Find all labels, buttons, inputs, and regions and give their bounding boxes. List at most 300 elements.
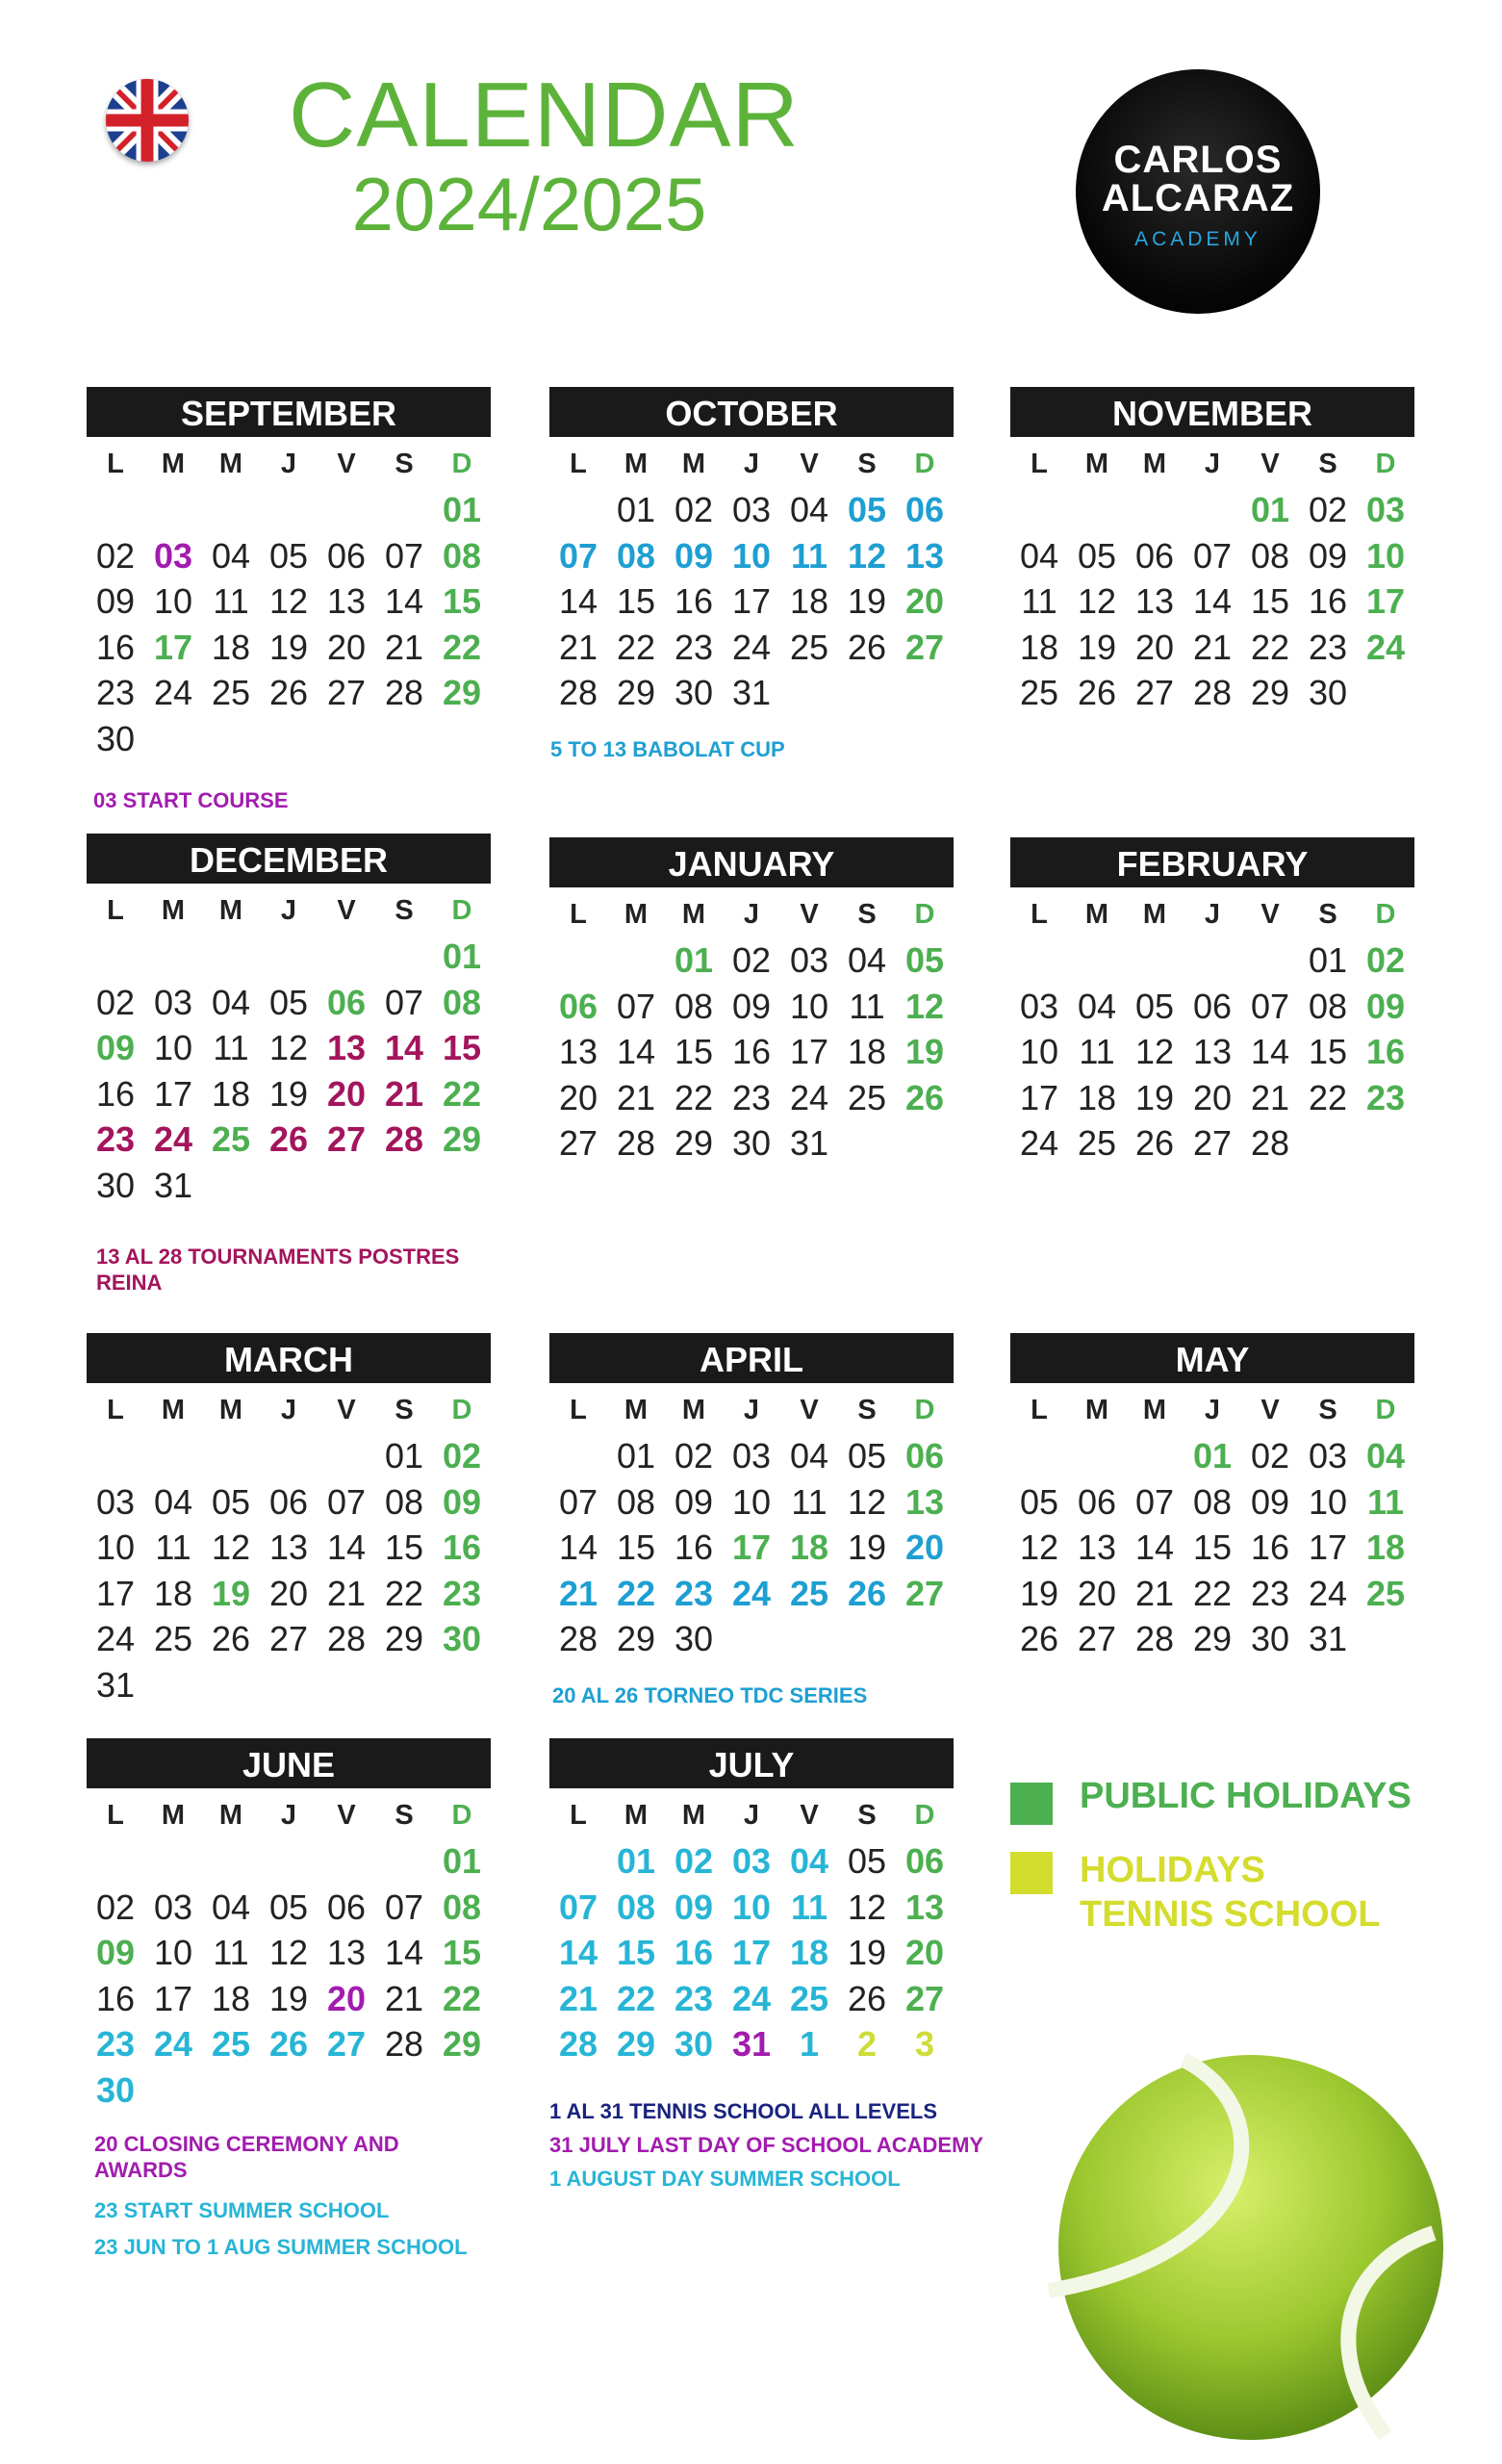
day-cell: 10 (731, 1481, 772, 1522)
day-cell: 28 (558, 673, 598, 712)
week-row (549, 1525, 954, 1571)
day-cell: 13 (904, 535, 945, 576)
weekday-label: L (1031, 899, 1048, 930)
note-june-2: 23 START SUMMER SCHOOL (94, 2198, 390, 2222)
day-cell: 23 (95, 673, 136, 712)
weekday-label: D (914, 899, 935, 930)
day-cell (1010, 937, 1068, 984)
day-cell: 02 (1250, 1436, 1290, 1476)
day-cell: 11 (790, 1886, 828, 1927)
day-cell: 11 (849, 986, 885, 1026)
week-row (87, 578, 491, 625)
day-cell: 04 (211, 982, 251, 1022)
day-cell: 11 (155, 1527, 191, 1567)
week-row (549, 533, 954, 579)
day-cell (549, 1433, 607, 1479)
day-cell: 24 (789, 1077, 829, 1117)
day-cell: 12 (268, 581, 309, 621)
day-cell: 04 (211, 1886, 251, 1927)
day-cell: 14 (384, 1933, 424, 1972)
day-cell: 26 (268, 673, 309, 712)
week-row (87, 625, 491, 671)
day-cell: 07 (558, 535, 598, 576)
day-cell: 29 (616, 1619, 656, 1658)
day-cell: 20 (558, 1077, 598, 1117)
day-cell: 04 (847, 940, 887, 980)
day-cell: 12 (904, 986, 945, 1026)
weekday-row (549, 1788, 954, 1838)
weekday-label: V (1260, 449, 1280, 479)
day-cell: 03 (731, 490, 772, 529)
weekday-row (549, 1383, 954, 1433)
month-april (549, 1333, 954, 1662)
month-december (87, 834, 491, 1208)
weekday-label: D (914, 449, 935, 479)
weekday-label: L (1031, 1395, 1048, 1425)
day-cell: 11 (1366, 1481, 1405, 1522)
day-cell: 14 (558, 581, 598, 621)
day-cell (1357, 1616, 1414, 1662)
month-header: MARCH (87, 1333, 491, 1383)
day-cell: 13 (326, 581, 367, 621)
day-cell: 19 (268, 1073, 309, 1114)
weekday-label: L (107, 1800, 124, 1831)
week-row (549, 670, 954, 716)
day-cell (87, 1433, 144, 1479)
week-row (87, 533, 491, 579)
day-cell (607, 937, 665, 984)
week-row (1010, 1571, 1414, 1617)
day-cell: 21 (1192, 627, 1233, 667)
week-row (549, 937, 954, 984)
weekday-label: M (681, 899, 706, 930)
weekday-label: S (857, 899, 877, 930)
day-cell: 24 (731, 1573, 772, 1613)
day-cell: 21 (558, 1978, 598, 2018)
weekday-label: D (1375, 449, 1396, 479)
day-cell: 28 (1192, 673, 1233, 712)
week-row (549, 1479, 954, 1526)
day-cell (202, 487, 260, 533)
day-cell: 30 (1308, 673, 1348, 712)
week-row (1010, 625, 1414, 671)
day-cell: 29 (616, 2024, 656, 2064)
day-cell: 22 (442, 1073, 482, 1114)
day-cell: 14 (1250, 1032, 1290, 1071)
day-cell: 08 (1192, 1481, 1233, 1522)
day-cell (433, 716, 491, 762)
weekday-label: D (451, 449, 472, 479)
week-row (549, 1838, 954, 1885)
day-cell: 02 (95, 535, 136, 576)
weekday-label: D (1375, 1395, 1396, 1425)
day-cell: 02 (731, 940, 772, 980)
day-cell: 17 (1365, 581, 1406, 621)
day-cell: 19 (847, 1933, 887, 1972)
day-cell (1184, 487, 1241, 533)
day-cell: 01 (442, 1841, 482, 1881)
day-cell: 07 (558, 1886, 598, 1927)
day-cell: 13 (1077, 1527, 1117, 1567)
day-cell: 26 (847, 627, 887, 667)
day-cell: 22 (674, 1077, 714, 1117)
weekday-row (1010, 887, 1414, 937)
day-cell: 26 (268, 1119, 309, 1159)
day-cell (838, 1120, 896, 1167)
week-row (1010, 937, 1414, 984)
weekday-label: S (1318, 1395, 1337, 1425)
day-cell (260, 1838, 318, 1885)
day-cell: 14 (616, 1032, 656, 1071)
day-cell: 29 (1250, 673, 1290, 712)
day-cell: 17 (153, 1073, 193, 1114)
day-cell: 20 (1192, 1077, 1233, 1117)
day-cell: 24 (153, 1119, 193, 1159)
week-row (87, 487, 491, 533)
day-cell: 28 (384, 2024, 424, 2064)
day-cell (202, 1433, 260, 1479)
week-row (549, 1120, 954, 1167)
day-cell: 22 (384, 1573, 424, 1613)
weekday-label: M (218, 1395, 243, 1425)
day-cell (1068, 487, 1126, 533)
day-cell (375, 1163, 433, 1209)
day-cell: 03 (1308, 1436, 1348, 1476)
day-cell: 21 (558, 1573, 598, 1613)
day-cell (318, 1433, 375, 1479)
day-cell: 21 (1134, 1573, 1175, 1613)
day-cell: 29 (674, 1123, 714, 1163)
day-cell: 20 (326, 627, 367, 667)
day-cell: 31 (95, 1664, 136, 1705)
day-cell: 18 (211, 1978, 251, 2018)
day-cell: 23 (1250, 1573, 1290, 1613)
day-cell: 19 (1134, 1077, 1175, 1117)
week-row (1010, 1120, 1414, 1167)
day-cell: 08 (1308, 986, 1348, 1026)
day-cell: 03 (731, 1436, 772, 1476)
day-cell: 18 (1077, 1077, 1117, 1117)
day-cell: 08 (616, 1886, 656, 1927)
day-cell: 17 (1019, 1077, 1059, 1117)
day-cell: 31 (1308, 1619, 1348, 1658)
weekday-label: D (451, 895, 472, 926)
day-cell: 18 (1365, 1527, 1406, 1567)
weekday-label: V (1260, 899, 1280, 930)
weekday-label: V (337, 449, 356, 479)
day-cell: 04 (1019, 535, 1059, 576)
weekday-label: D (451, 1395, 472, 1425)
day-cell: 15 (616, 1933, 656, 1972)
week-row (549, 1029, 954, 1075)
uk-flag-icon[interactable] (106, 79, 189, 162)
day-cell: 06 (1192, 986, 1233, 1026)
tennis-holidays-swatch (1010, 1852, 1053, 1894)
day-cell (202, 1838, 260, 1885)
week-row (87, 670, 491, 716)
week-row (549, 2021, 954, 2067)
weekday-label: M (218, 895, 243, 926)
weekday-label: S (395, 1800, 414, 1831)
weekday-label: L (570, 899, 587, 930)
logo-line3: ACADEMY (1134, 228, 1261, 250)
day-cell: 01 (1250, 490, 1290, 529)
day-cell: 06 (1134, 535, 1175, 576)
day-cell: 25 (1365, 1573, 1406, 1613)
day-cell: 31 (153, 1165, 193, 1205)
day-cell (1068, 1433, 1126, 1479)
day-cell: 22 (616, 1978, 656, 2018)
day-cell: 29 (442, 673, 482, 712)
day-cell: 18 (789, 1933, 829, 1972)
day-cell: 31 (731, 673, 772, 712)
weekday-label: M (161, 1395, 186, 1425)
week-row (549, 1075, 954, 1121)
weekday-label: J (1204, 899, 1221, 930)
weekday-row (87, 437, 491, 487)
week-row (549, 625, 954, 671)
day-cell: 07 (558, 1481, 598, 1522)
day-cell (144, 1433, 202, 1479)
day-cell: 22 (1192, 1573, 1233, 1613)
day-cell: 13 (268, 1527, 309, 1567)
day-cell: 3 (914, 2024, 935, 2064)
week-row (87, 1479, 491, 1526)
weekday-row (1010, 1383, 1414, 1433)
day-cell: 06 (904, 490, 945, 529)
day-cell: 17 (731, 1933, 772, 1972)
week-row (1010, 1616, 1414, 1662)
day-cell (260, 2067, 318, 2114)
day-cell: 29 (442, 1119, 482, 1159)
weekday-label: M (1084, 899, 1109, 930)
week-row (1010, 670, 1414, 716)
day-cell: 12 (847, 1886, 887, 1927)
day-cell (1010, 487, 1068, 533)
day-cell: 15 (442, 1933, 482, 1972)
day-cell: 14 (1192, 581, 1233, 621)
day-cell (1357, 670, 1414, 716)
week-row (87, 1025, 491, 1071)
day-cell: 27 (904, 1573, 945, 1613)
day-cell (838, 670, 896, 716)
day-cell: 21 (616, 1077, 656, 1117)
week-row (87, 1616, 491, 1662)
day-cell: 16 (731, 1032, 772, 1071)
day-cell: 18 (211, 627, 251, 667)
weekday-label: J (280, 895, 297, 926)
week-row (1010, 1479, 1414, 1526)
day-cell: 20 (268, 1573, 309, 1613)
day-cell (896, 670, 954, 716)
day-cell: 17 (153, 1978, 193, 2018)
day-cell: 06 (326, 535, 367, 576)
week-row (87, 2021, 491, 2067)
weekday-row (87, 884, 491, 934)
day-cell: 24 (731, 1978, 772, 2018)
week-row (549, 984, 954, 1030)
day-cell: 18 (789, 581, 829, 621)
day-cell: 22 (1308, 1077, 1348, 1117)
weekday-label: M (1084, 449, 1109, 479)
day-cell: 24 (153, 673, 193, 712)
day-cell: 23 (442, 1573, 482, 1613)
day-cell: 19 (268, 1978, 309, 2018)
day-cell: 27 (326, 2024, 367, 2064)
day-cell: 23 (674, 1978, 714, 2018)
day-cell: 27 (326, 673, 367, 712)
day-cell: 30 (95, 718, 136, 758)
day-cell: 23 (674, 1573, 714, 1613)
day-cell: 09 (95, 581, 136, 621)
logo-line2: ALCARAZ (1101, 177, 1295, 219)
day-cell: 22 (1250, 627, 1290, 667)
logo-line1: CARLOS (1113, 139, 1283, 181)
day-cell: 26 (211, 1619, 251, 1658)
week-row (549, 1885, 954, 1931)
day-cell: 23 (674, 627, 714, 667)
day-cell: 07 (616, 986, 656, 1026)
day-cell: 09 (95, 1028, 136, 1067)
week-row (1010, 1075, 1414, 1121)
day-cell: 08 (384, 1481, 424, 1522)
day-cell: 10 (731, 1886, 772, 1927)
note-december: 13 AL 28 TOURNAMENTS POSTRES REINA (96, 1245, 460, 1295)
day-cell: 10 (1019, 1032, 1059, 1071)
weekday-label: V (1260, 1395, 1280, 1425)
day-cell: 28 (558, 2024, 598, 2064)
week-row (87, 1838, 491, 1885)
day-cell: 19 (211, 1573, 251, 1613)
month-july (549, 1738, 954, 2067)
day-cell: 19 (847, 1527, 887, 1567)
day-cell (144, 1662, 202, 1708)
day-cell: 18 (153, 1573, 193, 1613)
day-cell: 02 (1365, 940, 1406, 980)
weekday-label: L (107, 1395, 124, 1425)
day-cell: 30 (731, 1123, 772, 1163)
weekday-row (87, 1383, 491, 1433)
day-cell (260, 487, 318, 533)
day-cell: 11 (213, 1933, 249, 1972)
day-cell: 12 (268, 1933, 309, 1972)
day-cell: 08 (674, 986, 714, 1026)
day-cell (144, 2067, 202, 2114)
day-cell: 22 (442, 627, 482, 667)
day-cell (202, 934, 260, 980)
day-cell: 02 (442, 1436, 482, 1476)
day-cell: 13 (1134, 581, 1175, 621)
day-cell: 26 (847, 1573, 887, 1613)
day-cell: 17 (731, 1527, 772, 1567)
day-cell: 02 (674, 1841, 714, 1881)
day-cell (318, 934, 375, 980)
day-cell: 10 (731, 535, 772, 576)
day-cell: 01 (1192, 1436, 1233, 1476)
day-cell: 17 (1308, 1527, 1348, 1567)
day-cell: 11 (213, 1028, 249, 1067)
day-cell: 24 (1308, 1573, 1348, 1613)
week-row (549, 578, 954, 625)
day-cell: 25 (789, 627, 829, 667)
week-row (549, 487, 954, 533)
weekday-label: M (624, 1395, 649, 1425)
day-cell: 15 (1250, 581, 1290, 621)
day-cell: 01 (616, 1841, 656, 1881)
weekday-label: V (800, 1800, 819, 1831)
month-header: FEBRUARY (1010, 837, 1414, 887)
day-cell: 13 (904, 1886, 945, 1927)
weekday-label: V (800, 449, 819, 479)
day-cell: 24 (95, 1619, 136, 1658)
day-cell: 14 (558, 1527, 598, 1567)
day-cell: 25 (1077, 1123, 1117, 1163)
weekday-row (1010, 437, 1414, 487)
day-cell: 10 (95, 1527, 136, 1567)
week-row (549, 1976, 954, 2022)
day-cell (1126, 487, 1184, 533)
day-cell: 16 (95, 1978, 136, 2018)
day-cell: 18 (211, 1073, 251, 1114)
day-cell: 01 (442, 937, 482, 976)
day-cell: 09 (442, 1481, 482, 1522)
tennis-holidays-label-2: TENNIS SCHOOL (1080, 1894, 1381, 1935)
weekday-label: M (624, 899, 649, 930)
day-cell: 02 (1308, 490, 1348, 529)
weekday-label: V (337, 895, 356, 926)
day-cell (780, 1616, 838, 1662)
day-cell: 15 (674, 1032, 714, 1071)
day-cell: 19 (904, 1032, 945, 1071)
day-cell: 10 (1365, 535, 1406, 576)
academy-logo (1076, 69, 1320, 314)
day-cell: 25 (847, 1077, 887, 1117)
day-cell: 20 (904, 1933, 945, 1972)
day-cell: 04 (211, 535, 251, 576)
day-cell: 01 (616, 1436, 656, 1476)
day-cell: 12 (268, 1028, 309, 1067)
day-cell: 04 (153, 1481, 193, 1522)
day-cell: 17 (95, 1573, 136, 1613)
weekday-label: M (624, 449, 649, 479)
day-cell: 23 (731, 1077, 772, 1117)
week-row (87, 934, 491, 980)
week-row (87, 1885, 491, 1931)
note-july-1: 1 AL 31 TENNIS SCHOOL ALL LEVELS (549, 2099, 938, 2123)
day-cell: 21 (558, 627, 598, 667)
day-cell (433, 2067, 491, 2114)
day-cell: 25 (789, 1573, 829, 1613)
day-cell (318, 716, 375, 762)
weekday-label: J (743, 899, 760, 930)
day-cell: 06 (904, 1841, 945, 1881)
day-cell (375, 487, 433, 533)
day-cell: 29 (1192, 1619, 1233, 1658)
day-cell: 09 (674, 1481, 714, 1522)
weekday-label: D (914, 1395, 935, 1425)
day-cell: 20 (904, 581, 945, 621)
day-cell: 15 (1192, 1527, 1233, 1567)
week-row (87, 1525, 491, 1571)
day-cell: 30 (95, 1165, 136, 1205)
day-cell: 16 (674, 581, 714, 621)
page-title (289, 64, 800, 246)
note-june-3: 23 JUN TO 1 AUG SUMMER SCHOOL (94, 2235, 468, 2259)
day-cell: 15 (384, 1527, 424, 1567)
week-row (549, 1930, 954, 1976)
day-cell: 14 (384, 581, 424, 621)
day-cell: 10 (153, 1933, 193, 1972)
